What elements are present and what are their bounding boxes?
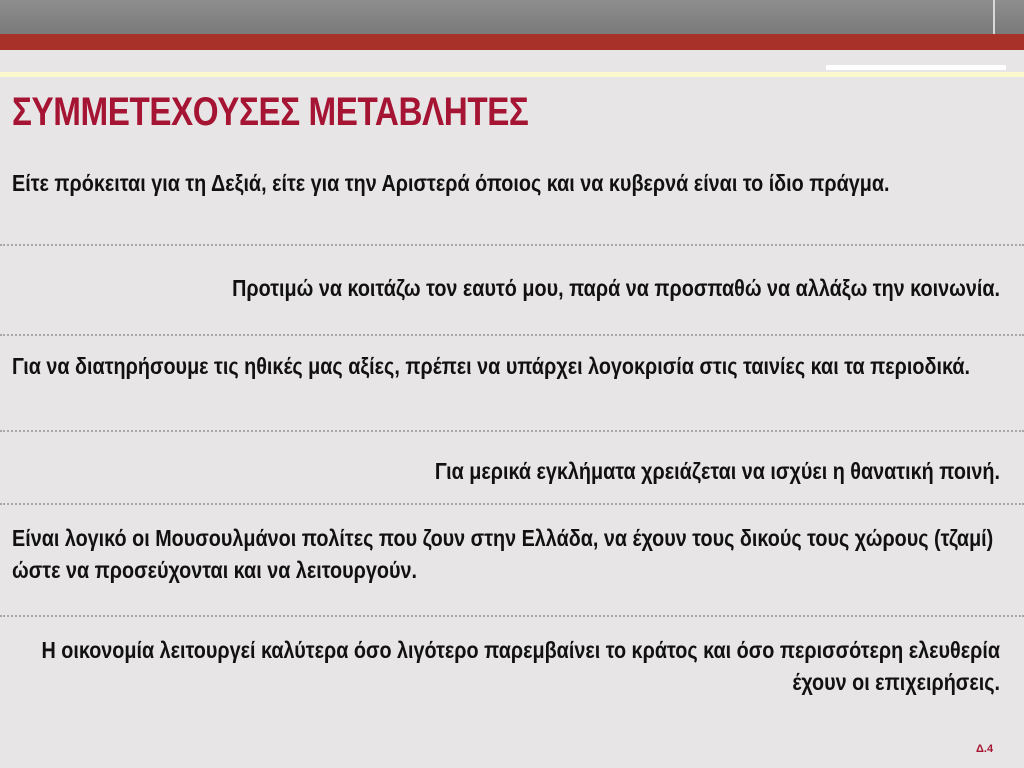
statement-2 xyxy=(12,272,1012,304)
statement-1-text: Είτε πρόκειται για τη Δεξιά, είτε για την Αριστερά όποιος και να κυβερνά είναι το ίδιο πράγμα. xyxy=(12,170,890,196)
header-gray-bar xyxy=(0,0,1024,34)
slide-title: ΣΥΜΜΕΤΕΧΟΥΣΕΣ ΜΕΤΑΒΛΗΤΕΣ xyxy=(12,90,529,134)
statement-4-text: Για μερικά εγκλήματα χρειάζεται να ισχύει η θανατική ποινή. xyxy=(434,458,1001,484)
statement-6 xyxy=(12,634,1012,698)
separator-4 xyxy=(0,503,1024,505)
statement-5 xyxy=(12,522,1012,586)
separator-2 xyxy=(0,334,1024,336)
separator-3 xyxy=(0,430,1024,432)
statement-5-text: Είναι λογικό οι Μουσουλμάνοι πολίτες που ζουν στην Ελλάδα, να έχουν τους δικούς τους χώρους (τζαμί) ώστε να προσεύχονται και να λειτουργούν. xyxy=(12,525,994,583)
page-number: Δ.4 xyxy=(976,743,994,755)
header-cream-line xyxy=(0,72,1024,77)
statement-3-text: Για να διατηρήσουμε τις ηθικές μας αξίες, πρέπει να υπάρχει λογοκρισία στις ταινίες και τα περιοδικά. xyxy=(12,353,971,379)
separator-5 xyxy=(0,615,1024,617)
statement-2-text: Προτιμώ να κοιτάζω τον εαυτό μου, παρά να προσπαθώ να αλλάξω την κοινωνία. xyxy=(232,275,1001,301)
statement-6-text: Η οικονομία λειτουργεί καλύτερα όσο λιγότερο παρεμβαίνει το κράτος και όσο περισσότερη ελευθερία έχουν οι επιχειρήσεις. xyxy=(41,637,1001,695)
statement-3 xyxy=(12,350,1012,382)
separator-1 xyxy=(0,244,1024,246)
header-divider xyxy=(993,0,995,34)
header-red-band xyxy=(0,34,1024,50)
statement-4 xyxy=(12,455,1012,487)
header-white-accent xyxy=(826,65,1006,70)
statement-1 xyxy=(12,167,1012,199)
